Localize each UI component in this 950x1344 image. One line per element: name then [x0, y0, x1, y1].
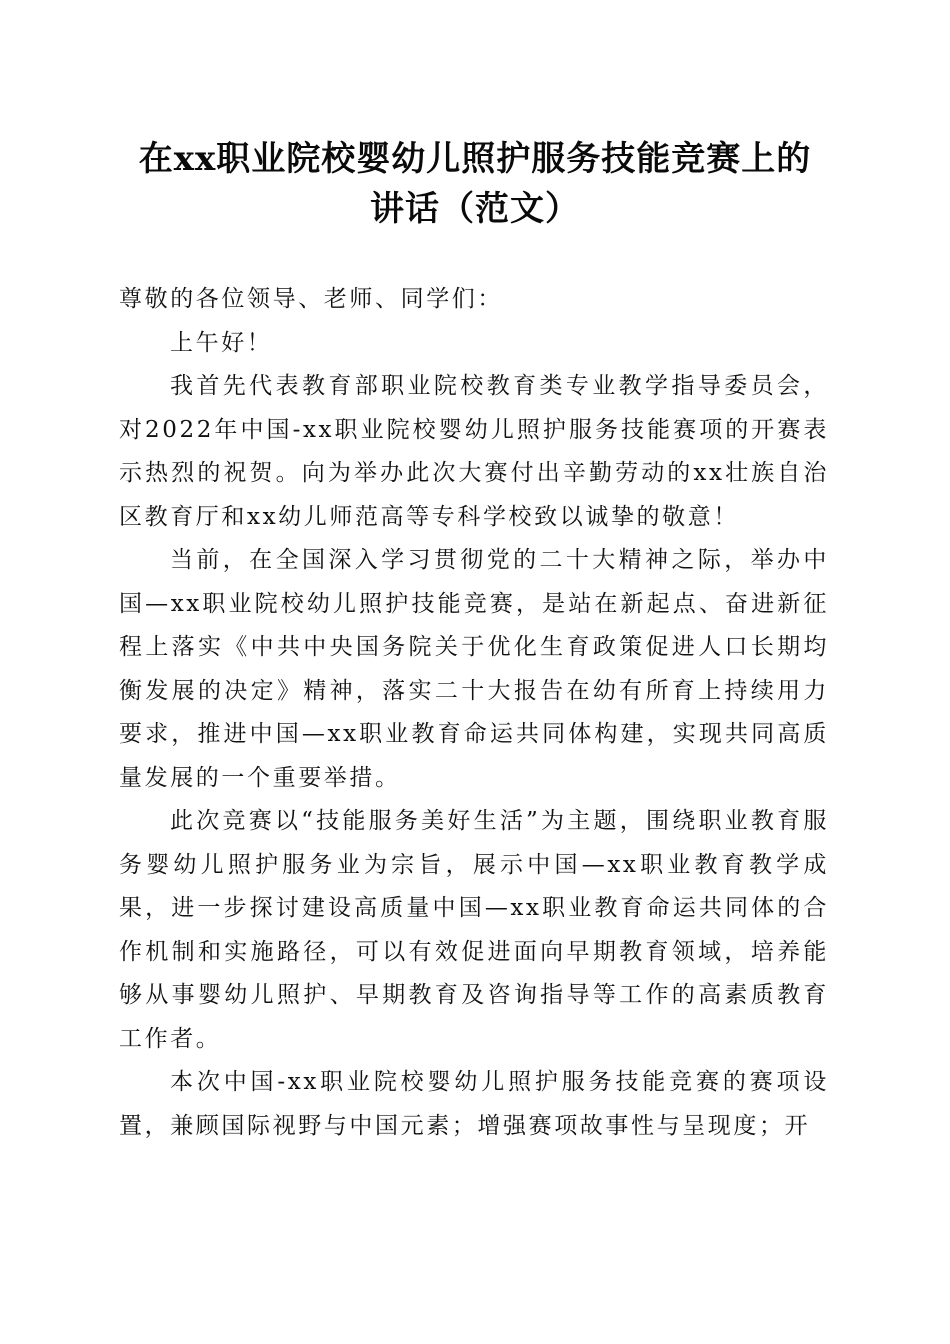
salutation: 尊敬的各位领导、老师、同学们： [119, 286, 503, 312]
body-paragraph: 当前，在全国深入学习贯彻党的二十大精神之际，举办中国—xx职业院校幼儿照护技能竞赛，是站在新起点、奋进新征程上落实《中共中央国务院关于优化生育政策促进人口长期均衡发展的决定》精神，落实二十大报告在幼有所育上持续用力要求，推进中国—xx职业教育命运共同体构建，实现共同高质量发展的一个重要举措。 [119, 547, 829, 791]
title-line-2: 讲话（范文） [370, 189, 580, 229]
document-body [119, 278, 829, 1148]
greeting-paragraph: 上午好！ [170, 329, 273, 356]
document-title [110, 134, 840, 234]
title-line-1: 在xx职业院校婴幼儿照护服务技能竞赛上的 [138, 139, 812, 179]
body-paragraph: 此次竞赛以“技能服务美好生活”为主题，围绕职业教育服务婴幼儿照护服务业为宗旨，展示中国—xx职业教育教学成果，进一步探讨建设高质量中国—xx职业教育命运共同体的合作机制和实施路径，可以有效促进面向早期教育领域，培养能够从事婴幼儿照护、早期教育及咨询指导等工作的高素质教育工作者。 [119, 808, 829, 1052]
body-paragraph: 我首先代表教育部职业院校教育类专业教学指导委员会，对2022年中国-xx职业院校婴幼儿照护服务技能赛项的开赛表示热烈的祝贺。向为举办此次大赛付出辛勤劳动的xx壮族自治区教育厅和xx幼儿师范高等专科学校致以诚挚的敬意！ [119, 373, 829, 530]
body-paragraph: 本次中国-xx职业院校婴幼儿照护服务技能竞赛的赛项设置，兼顾国际视野与中国元素；增强赛项故事性与呈现度；开 [119, 1069, 829, 1139]
